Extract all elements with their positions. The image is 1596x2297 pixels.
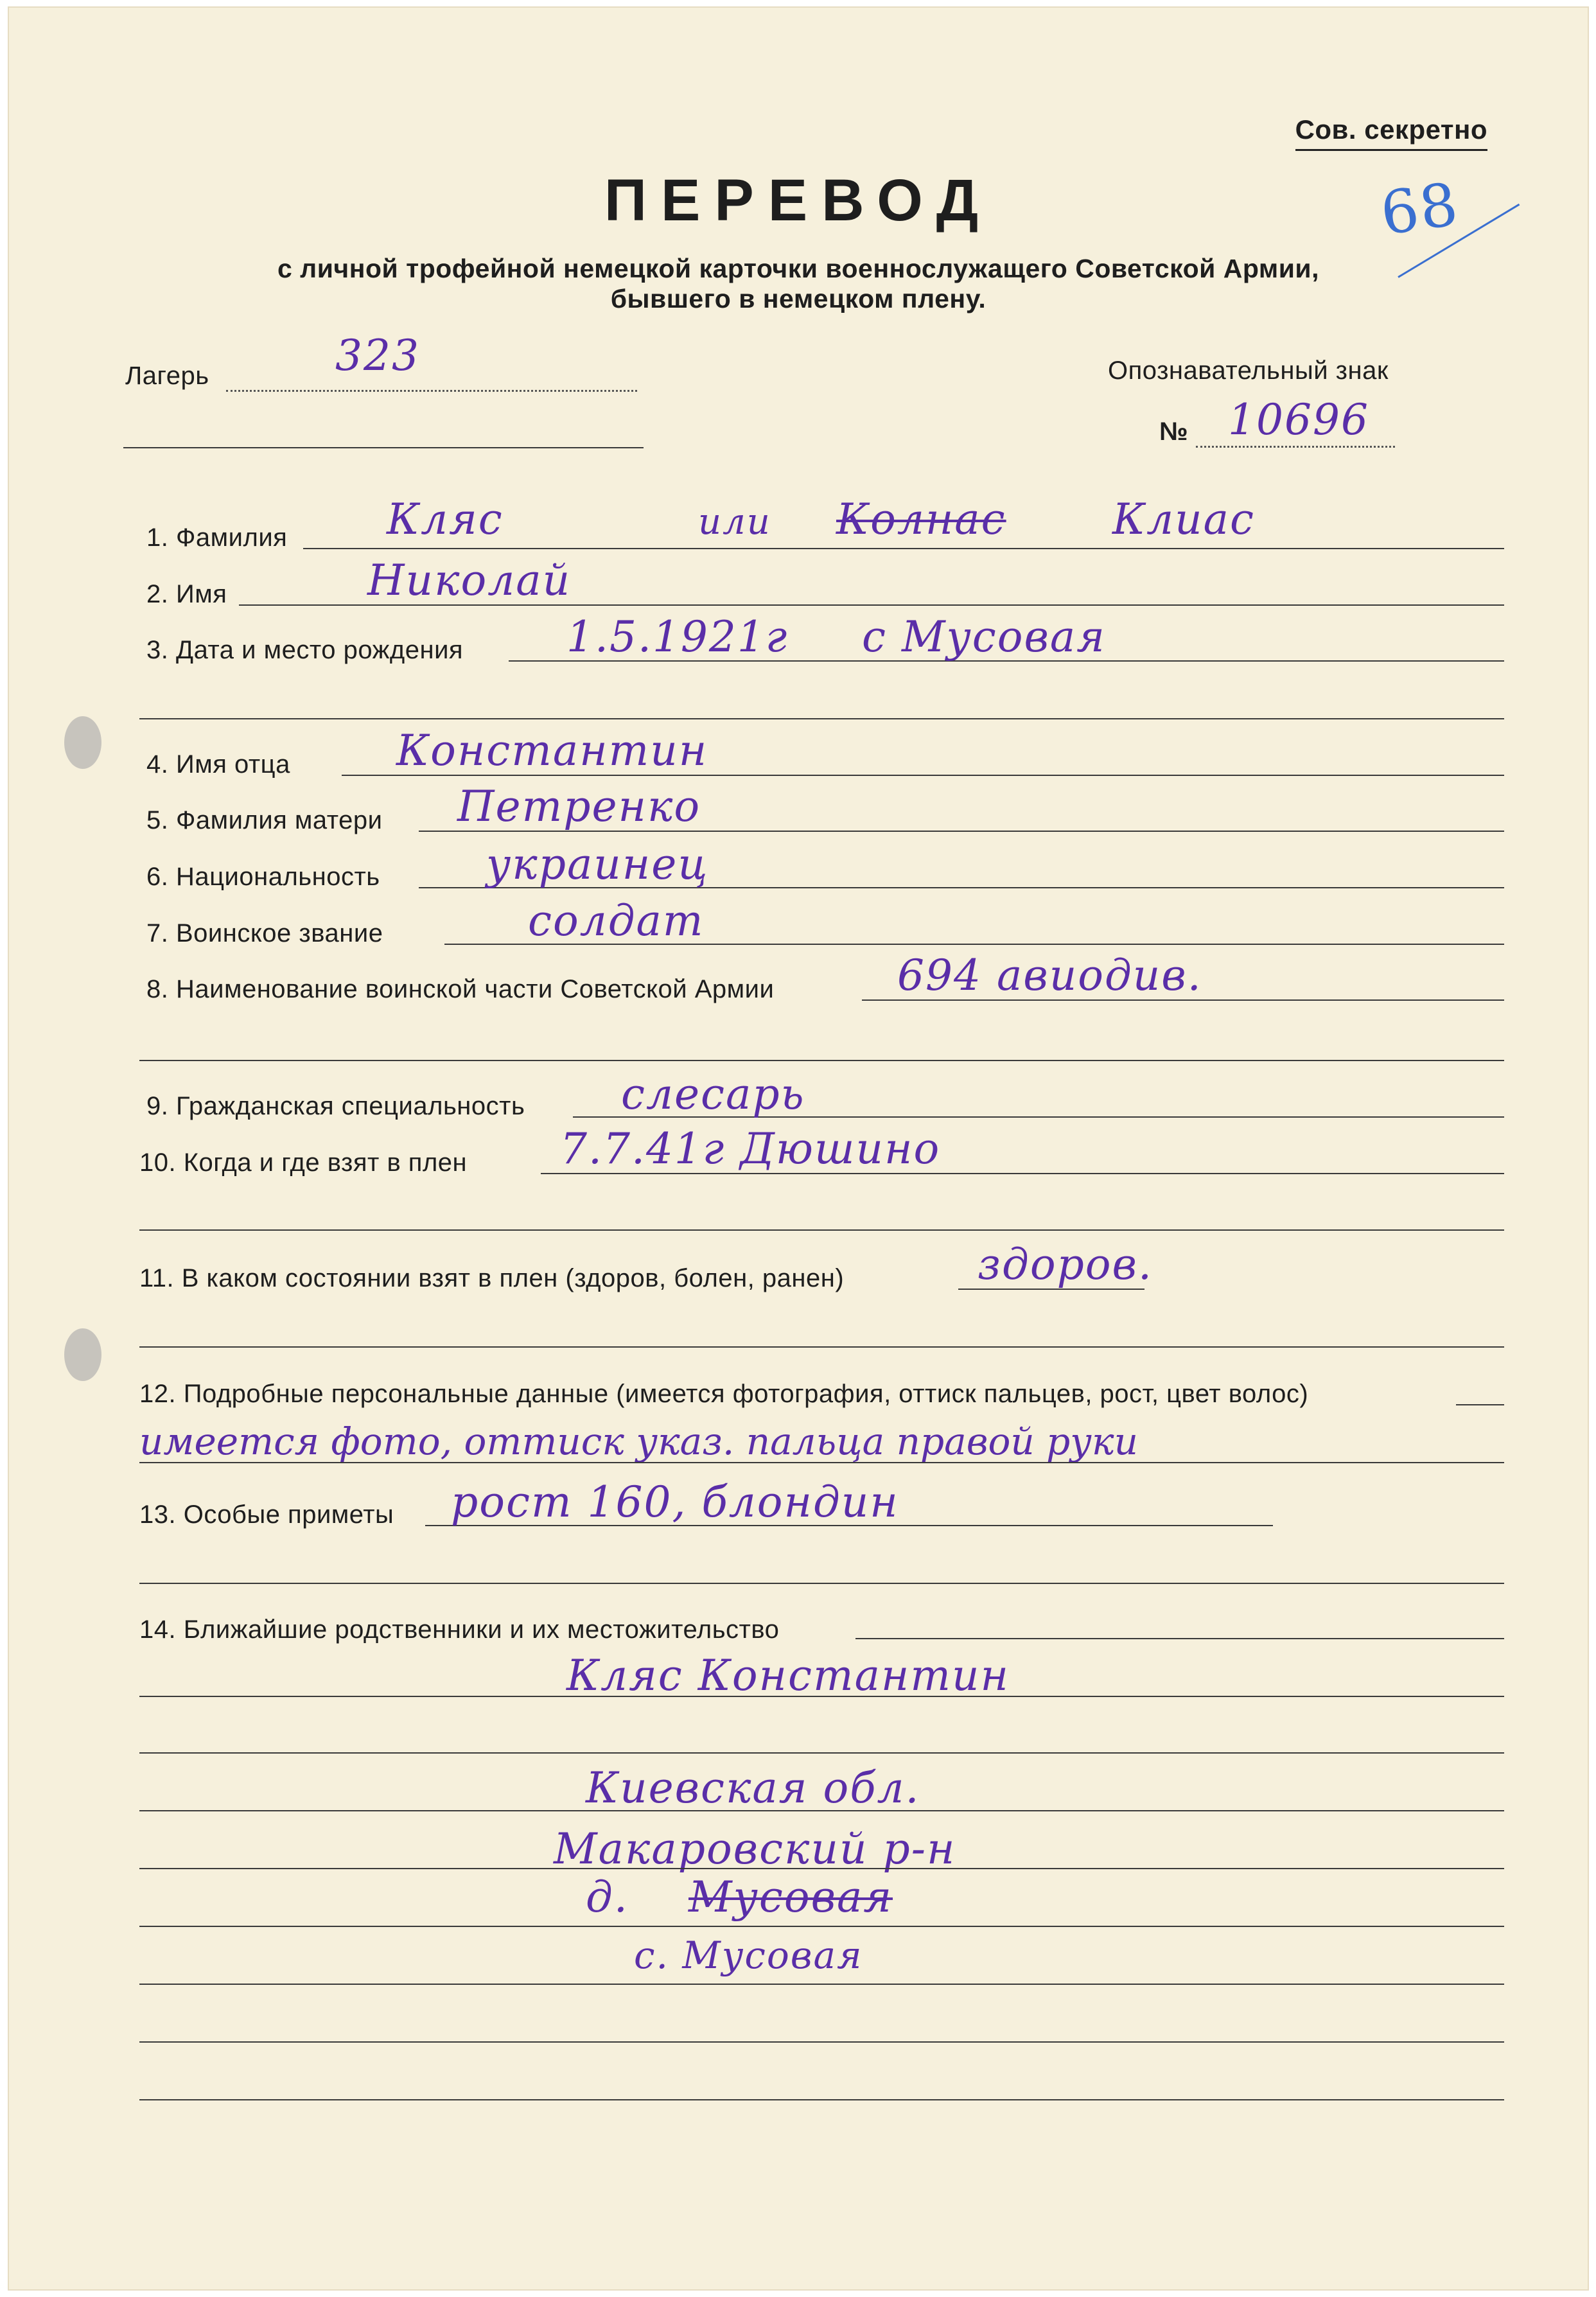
relatives-line (855, 1638, 1504, 1639)
camp-label: Лагерь (125, 362, 209, 390)
special-marks-value: рост 160, блондин (451, 1477, 899, 1527)
relatives-line-9 (139, 2099, 1504, 2100)
surname-value: Кляс (387, 495, 504, 544)
first-name-label: 2. Имя (146, 580, 227, 608)
mother-surname-value: Петренко (457, 782, 701, 831)
relatives-line-6 (139, 1926, 1504, 1927)
father-name-label: 4. Имя отца (146, 750, 290, 779)
nationality-value: украинец (486, 840, 709, 889)
surname-alt-variant: Клиас (1112, 495, 1255, 544)
special-marks-line-2 (139, 1583, 1504, 1584)
unit-label: 8. Наименование воинской части Советской Армии (146, 975, 775, 1003)
personal-data-line-2 (139, 1462, 1504, 1463)
birth-label: 3. Дата и место рождения (146, 636, 464, 664)
punch-hole-bottom (64, 1328, 101, 1381)
document-sheet (8, 6, 1589, 2291)
civil-specialty-value: слесарь (621, 1069, 805, 1119)
archive-mark: 68 (1376, 170, 1463, 249)
camp-dotted-line (226, 390, 637, 392)
relative-address-district: Макаровский р-н (554, 1824, 956, 1874)
personal-data-line (1456, 1404, 1504, 1405)
relatives-line-8 (139, 2041, 1504, 2043)
document-subtitle-2: бывшего в немецком плену. (610, 284, 987, 313)
relative-address-struck: Мусовая (688, 1872, 893, 1922)
document-title: ПЕРЕВОД (604, 168, 993, 233)
camp-second-line (123, 447, 644, 448)
relatives-line-5 (139, 1868, 1504, 1869)
punch-hole-top (64, 716, 101, 769)
rank-value: солдат (528, 896, 705, 946)
personal-data-value: имеется фото, оттиск указ. пальца правой руки (139, 1420, 1138, 1463)
unit-line-2 (139, 1060, 1504, 1061)
surname-struck-variant: Колнас (836, 495, 1006, 544)
relatives-label: 14. Ближайшие родственники и их местожительство (139, 1615, 780, 1644)
father-name-value: Константин (396, 726, 708, 775)
relative-address-prefix: д. (586, 1872, 629, 1922)
camp-value: 323 (335, 331, 420, 380)
id-tag-number-sign: № (1159, 418, 1189, 446)
capture-line-2 (139, 1229, 1504, 1231)
capture-condition-value: здоров. (978, 1240, 1153, 1289)
relative-address-region: Киевская обл. (586, 1763, 920, 1813)
unit-value: 694 авиодив. (897, 951, 1202, 1000)
mother-surname-label: 5. Фамилия матери (146, 806, 383, 834)
id-tag-label: Опознавательный знак (1108, 356, 1389, 385)
id-tag-dotted-line (1196, 446, 1395, 448)
id-tag-value: 10696 (1228, 395, 1369, 444)
relative-name-value: Кляс Константин (566, 1651, 1010, 1700)
relatives-line-2 (139, 1696, 1504, 1697)
document-subtitle-1: с личной трофейной немецкой карточки военнослужащего Советской Армии, (277, 254, 1320, 283)
rank-label: 7. Воинское звание (146, 919, 383, 947)
birth-date-value: 1.5.1921г (566, 612, 789, 662)
first-name-value: Николай (367, 556, 572, 605)
surname-line (303, 548, 1504, 549)
special-marks-label: 13. Особые приметы (139, 1501, 394, 1529)
nationality-label: 6. Национальность (146, 863, 380, 891)
capture-condition-line-2 (139, 1346, 1504, 1348)
civil-specialty-label: 9. Гражданская специальность (146, 1092, 525, 1120)
surname-label: 1. Фамилия (146, 524, 288, 552)
classification-stamp: Сов. секретно (1295, 114, 1487, 151)
relatives-line-3 (139, 1752, 1504, 1754)
capture-condition-label: 11. В каком состоянии взят в плен (здоров, болен, ранен) (139, 1264, 845, 1292)
capture-when-where-value: 7.7.41г Дюшино (560, 1124, 941, 1174)
birth-line-2 (139, 718, 1504, 719)
capture-when-where-label: 10. Когда и где взят в плен (139, 1148, 468, 1177)
personal-data-label: 12. Подробные персональные данные (имеется фотография, оттиск пальцев, рост, цвет волос) (139, 1380, 1309, 1408)
relative-address-village: с. Мусовая (634, 1933, 863, 1977)
relatives-line-4 (139, 1810, 1504, 1811)
birth-place-value: с Мусовая (862, 612, 1106, 662)
relatives-line-7 (139, 1984, 1504, 1985)
surname-or: или (698, 501, 771, 543)
